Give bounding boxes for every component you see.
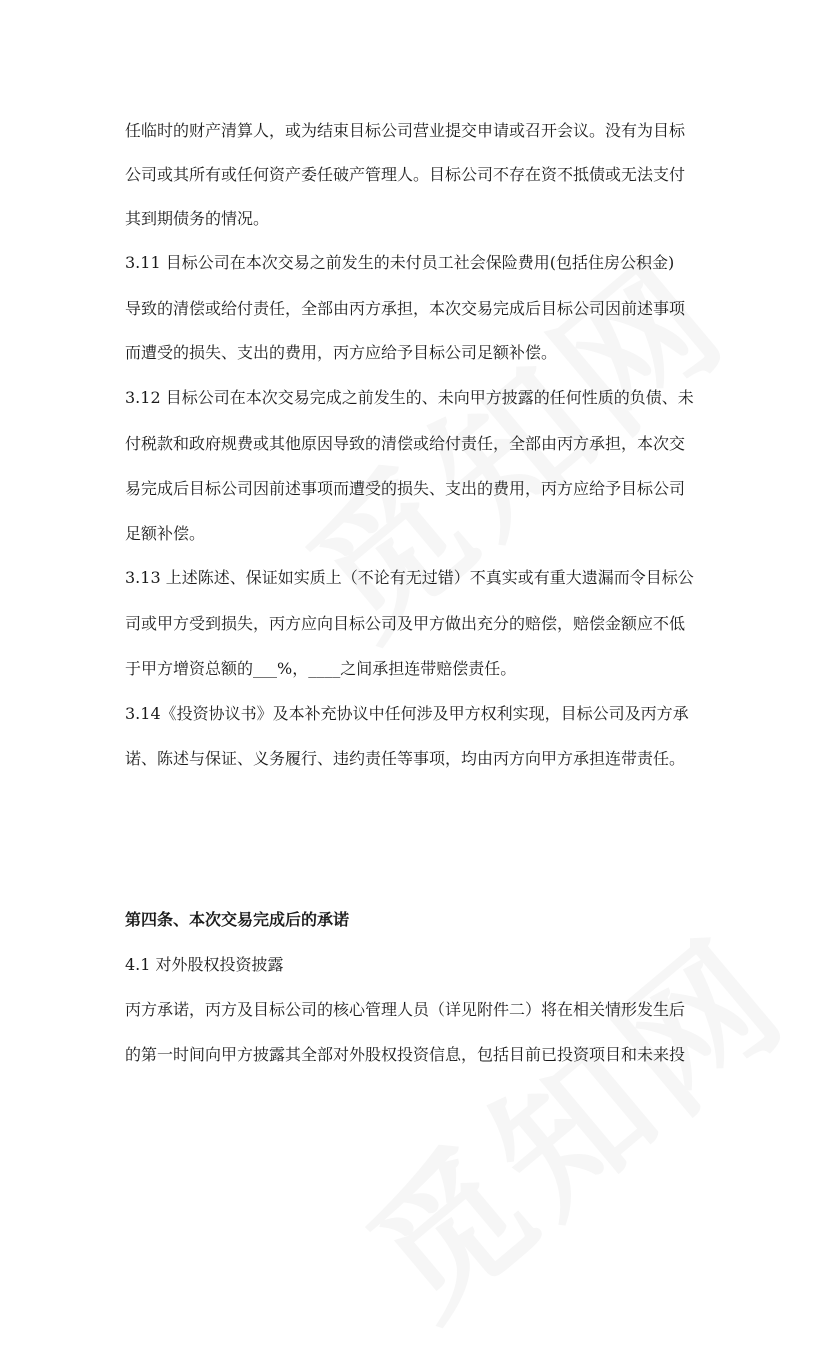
paragraph-line: 导致的清偿或给付责任，全部由丙方承担，本次交易完成后目标公司因前述事项 xyxy=(125,299,686,318)
section-heading: 第四条、本次交易完成后的承诺 xyxy=(125,910,350,929)
paragraph-line: 公司或其所有或任何资产委任破产管理人。目标公司不存在资不抵债或无法支付 xyxy=(125,165,686,184)
paragraph-line: 付税款和政府规费或其他原因导致的清偿或给付责任，全部由丙方承担，本次交 xyxy=(125,434,686,453)
paragraph-line: 司或甲方受到损失，丙方应向目标公司及甲方做出充分的赔偿，赔偿金额应不低 xyxy=(125,614,686,633)
clause-3-14: 3.14《投资协议书》及本补充协议中任何涉及甲方权利实现，目标公司及丙方承 xyxy=(125,704,689,723)
subsection-heading: 4.1 对外股权投资披露 xyxy=(125,955,284,974)
paragraph-line: 丙方承诺，丙方及目标公司的核心管理人员（详见附件二）将在相关情形发生后 xyxy=(125,1000,686,1019)
paragraph-line: 的第一时间向甲方披露其全部对外股权投资信息，包括目前已投资项目和未来投 xyxy=(125,1045,686,1064)
paragraph-line: 其到期债务的情况。 xyxy=(125,209,270,228)
paragraph-line: 易完成后目标公司因前述事项而遭受的损失、支出的费用，丙方应给予目标公司 xyxy=(125,479,686,498)
clause-3-11: 3.11 目标公司在本次交易之前发生的未付员工社会保险费用(包括住房公积金) xyxy=(125,253,675,272)
paragraph-line: 而遭受的损失、支出的费用，丙方应给予目标公司足额补偿。 xyxy=(125,343,558,362)
paragraph-line: 诺、陈述与保证、义务履行、违约责任等事项，均由丙方向甲方承担连带责任。 xyxy=(125,749,686,768)
clause-3-12: 3.12 目标公司在本次交易完成之前发生的、未向甲方披露的任何性质的负债、未 xyxy=(125,388,694,407)
clause-3-13: 3.13 上述陈述、保证如实质上（不论有无过错）不真实或有重大遗漏而令目标公 xyxy=(125,568,694,587)
paragraph-line: 足额补偿。 xyxy=(125,524,206,543)
paragraph-line: 任临时的财产清算人，或为结束目标公司营业提交申请或召开会议。没有为目标 xyxy=(125,121,686,140)
paragraph-line: 于甲方增资总额的___%，____之间承担连带赔偿责任。 xyxy=(125,659,517,678)
watermark xyxy=(317,881,824,1355)
